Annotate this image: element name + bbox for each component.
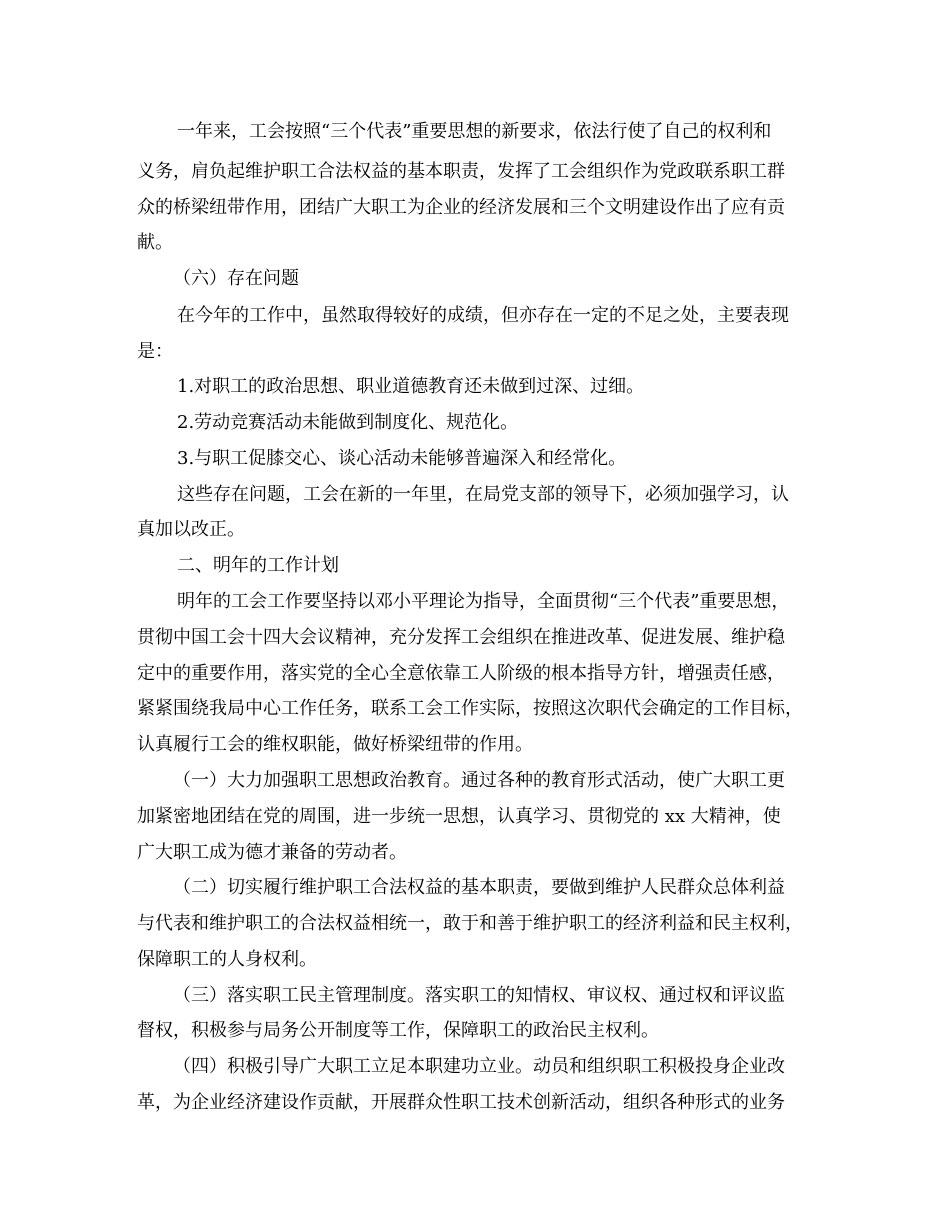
- paragraph-line: 与代表和维护职工的合法权益相统一，敢于和善于维护职工的经济利益和民主权利，: [137, 913, 803, 934]
- paragraph-line: （一）大力加强职工思想政治教育。通过各种的教育形式活动，使广大职工更: [173, 770, 785, 791]
- paragraph-line: 献。: [137, 232, 173, 253]
- paragraph-line: 督权，积极参与局务公开制度等工作，保障职工的政治民主权利。: [137, 1020, 659, 1041]
- paragraph-line: （四）积极引导广大职工立足本职建功立业。动员和组织职工积极投身企业改: [173, 1056, 785, 1077]
- section-heading: 二、明年的工作计划: [177, 555, 339, 576]
- list-item: 1.对职工的政治思想、职业道德教育还未做到过深、过细。: [177, 376, 645, 397]
- paragraph-line: 紧紧围绕我局中心工作任务，联系工会工作实际，按照这次职代会确定的工作目标，: [137, 698, 803, 719]
- list-item: 2.劳动竞赛活动未能做到制度化、规范化。: [177, 412, 519, 433]
- list-item: 3.与职工促膝交心、谈心活动未能够普遍深入和经常化。: [177, 448, 627, 469]
- paragraph-line: 广大职工成为德才兼备的劳动者。: [137, 842, 407, 863]
- paragraph-line: 真加以改正。: [137, 519, 245, 540]
- paragraph-line: 这些存在问题，工会在新的一年里，在局党支部的领导下，必须加强学习，认: [177, 484, 789, 505]
- paragraph-line: 保障职工的人身权利。: [137, 949, 317, 970]
- paragraph-line: 一年来，工会按照“三个代表”重要思想的新要求，依法行使了自己的权利和: [177, 121, 772, 142]
- paragraph-line: 认真履行工会的维权职能，做好桥梁纽带的作用。: [137, 734, 533, 755]
- paragraph-line: 定中的重要作用，落实党的全心全意依靠工人阶级的根本指导方针，增强责任感，: [137, 663, 785, 684]
- paragraph-line: 义务，肩负起维护职工合法权益的基本职责，发挥了工会组织作为党政联系职工群: [137, 161, 785, 182]
- paragraph-line: （三）落实职工民主管理制度。落实职工的知情权、审议权、通过权和评议监: [173, 985, 785, 1006]
- paragraph-line: 是：: [137, 341, 173, 362]
- paragraph-line: 明年的工会工作要坚持以邓小平理论为指导，全面贯彻“三个代表”重要思想，: [177, 591, 790, 612]
- paragraph-line: 在今年的工作中，虽然取得较好的成绩，但亦存在一定的不足之处，主要表现: [177, 305, 789, 326]
- paragraph-line: 加紧密地团结在党的周围，进一步统一思想，认真学习、贯彻党的 xx 大精神，使: [137, 806, 781, 827]
- paragraph-line: 贯彻中国工会十四大会议精神，充分发挥工会组织在推进改革、促进发展、维护稳: [137, 627, 785, 648]
- paragraph-line: 众的桥梁纽带作用，团结广大职工为企业的经济发展和三个文明建设作出了应有贡: [137, 197, 785, 218]
- section-heading: （六）存在问题: [173, 268, 299, 289]
- paragraph-line: （二）切实履行维护职工合法权益的基本职责，要做到维护人民群众总体利益: [173, 877, 785, 898]
- paragraph-line: 革，为企业经济建设作贡献，开展群众性职工技术创新活动，组织各种形式的业务: [137, 1092, 785, 1113]
